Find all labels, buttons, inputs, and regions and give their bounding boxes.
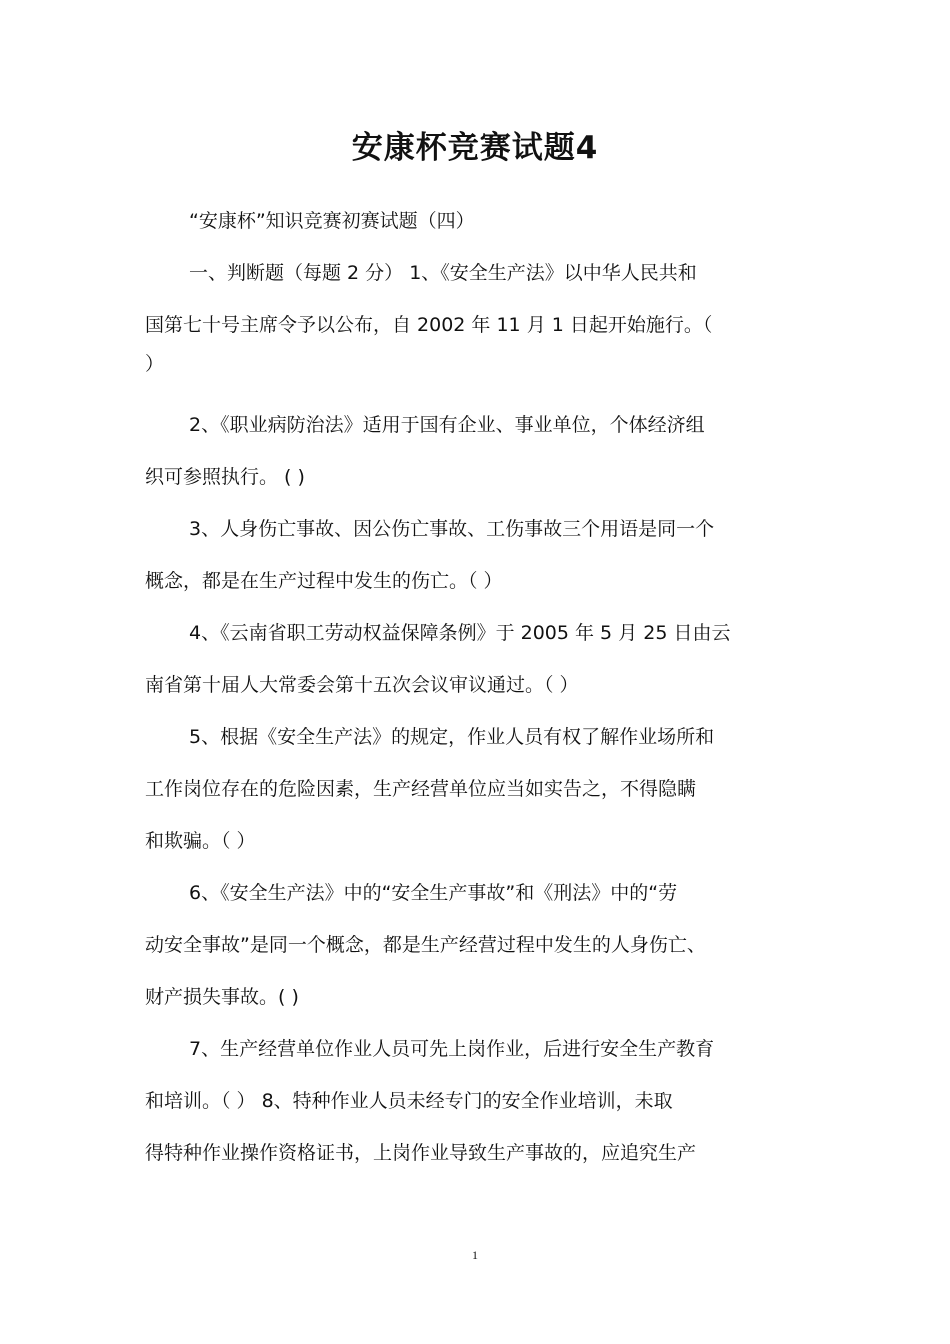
question-5-line-2: 工作岗位存在的危险因素，生产经营单位应当如实告之，不得隐瞒 [145,778,697,800]
question-5-line-1: 5、根据《安全生产法》的规定，作业人员有权了解作业场所和 [189,726,715,748]
document-body [145,196,815,1180]
question-8-line-3: 得特种作业操作资格证书，上岗作业导致生产事故的，应追究生产 [145,1142,697,1164]
question-2-line-1: 2、《职业病防治法》适用于国有企业、事业单位，个体经济组 [189,414,705,436]
document-title: 安康杯竞赛试题4 [351,130,599,166]
subtitle-line: “安康杯”知识竞赛初赛试题（四） [189,210,475,232]
question-6-line-2: 动安全事故”是同一个概念，都是生产经营过程中发生的人身伤亡、 [145,934,706,956]
question-6-line-3: 财产损失事故。( ) [145,986,299,1008]
question-7-8-line-2: 和培训。（ ） 8、特种作业人员未经专门的安全作业培训，未取 [145,1090,673,1112]
question-4-line-2: 南省第十届人大常委会第十五次会议审议通过。（ ） [145,674,579,696]
question-7-line-1: 7、生产经营单位作业人员可先上岗作业，后进行安全生产教育 [189,1038,715,1060]
question-5-line-3: 和欺骗。（ ） [145,830,256,852]
question-1-line-1: 一、判断题（每题 2 分） 1、《安全生产法》以中华人民共和 [189,262,697,284]
question-6-line-1: 6、《安全生产法》中的“安全生产事故”和《刑法》中的“劳 [189,882,678,904]
question-1-line-2: 国第七十号主席令予以公布，自 2002 年 11 月 1 日起开始施行。（ [145,314,713,336]
page-number: 1 [472,1248,478,1262]
question-3-line-1: 3、人身伤亡事故、因公伤亡事故、工伤事故三个用语是同一个 [189,518,715,540]
question-3-line-2: 概念，都是在生产过程中发生的伤亡。（ ） [145,570,503,592]
question-4-line-1: 4、《云南省职工劳动权益保障条例》于 2005 年 5 月 25 日由云 [189,622,731,644]
question-2-line-2: 织可参照执行。 ( ) [145,466,305,488]
question-1-line-3: ） [145,353,165,375]
